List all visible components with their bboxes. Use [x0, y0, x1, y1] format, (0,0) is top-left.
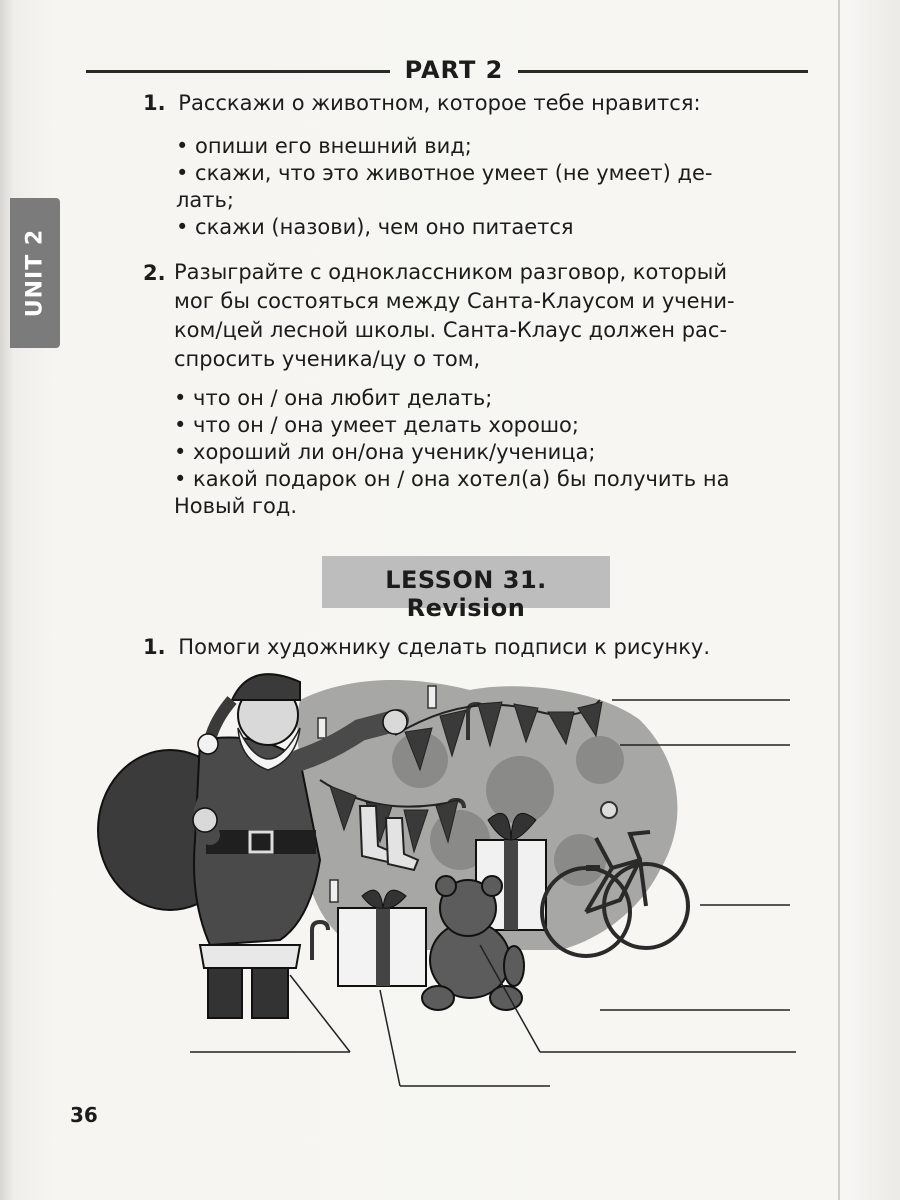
bullet-item: • хороший ли он/она ученик/ученица;	[174, 440, 596, 464]
santa-boot	[208, 968, 242, 1018]
task-number: 1.	[143, 635, 166, 659]
task-text-line: мог бы состояться между Санта-Клаусом и учени-	[174, 289, 735, 313]
bullet-item: • опиши его внешний вид;	[176, 134, 472, 158]
bullet-item: лать;	[176, 188, 234, 212]
ornament	[601, 802, 617, 818]
santa-hat	[232, 674, 300, 700]
part-title: PART 2	[404, 56, 504, 84]
bullet-item: • что он / она умеет делать хорошо;	[174, 413, 579, 437]
page-number: 36	[70, 1103, 98, 1127]
task-text-line: спросить ученика/цу о том,	[174, 347, 481, 371]
bullet-item: • что он / она любит делать;	[174, 386, 493, 410]
task-text: Расскажи о животном, которое тебе нравится:	[178, 91, 701, 115]
task-text: Помоги художнику сделать подписи к рисунку.	[178, 635, 711, 659]
santa-belt	[206, 830, 316, 854]
task-number: 1.	[143, 91, 166, 115]
bullet-item: • какой подарок он / она хотел(а) бы получить на	[174, 467, 730, 491]
bullet-item: • скажи, что это животное умеет (не умеет) де-	[176, 161, 713, 185]
task-number: 2.	[143, 261, 166, 285]
bullet-item: • скажи (назови), чем оно питается	[176, 215, 574, 239]
santa-boot	[252, 968, 288, 1018]
bullet-item: Новый год.	[174, 494, 297, 518]
task-text-line: ком/цей лесной школы. Санта-Клаус должен рас-	[174, 318, 728, 342]
task-text-line: Разыграйте с одноклассником разговор, который	[174, 260, 727, 284]
lesson-title: LESSON 31. Revision	[385, 566, 547, 622]
unit-tab-label: UNIT 2	[22, 228, 48, 318]
